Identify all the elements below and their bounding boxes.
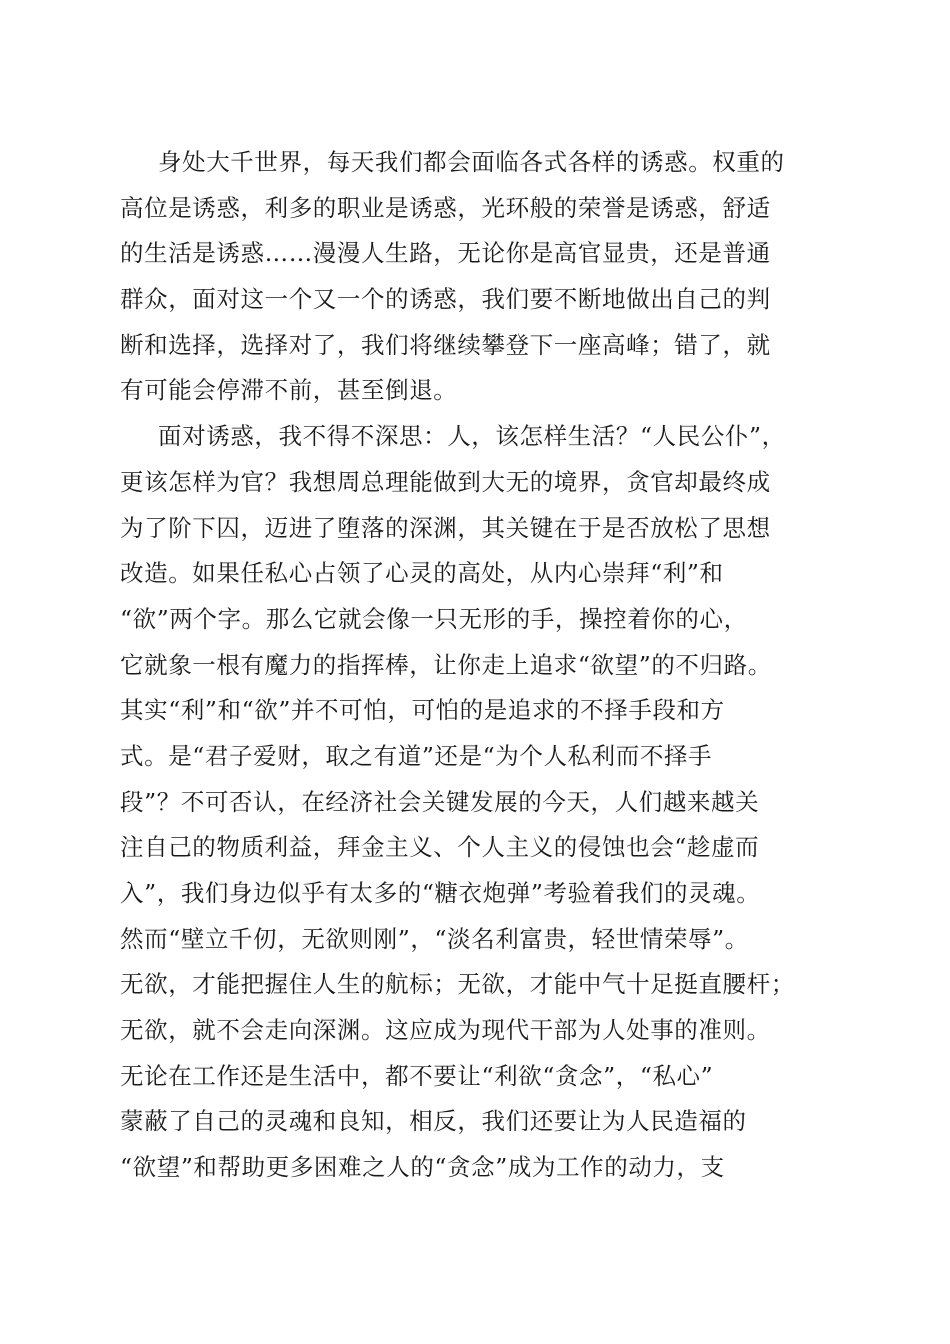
text-line: 无论在工作还是生活中，都不要让“利欲“贪念”，“私心” [120, 1061, 714, 1090]
text-line: 其实“利”和“欲”并不可怕，可怕的是追求的不择手段和方 [120, 696, 725, 725]
text-line: 身处大千世界，每天我们都会面临各式各样的诱惑。权重的 [158, 148, 785, 176]
text-line: 高位是诱惑，利多的职业是诱惑，光环般的荣誉是诱惑，舒适 [120, 193, 771, 222]
text-line: 群众，面对这一个又一个的诱惑，我们要不断地做出自己的判 [120, 285, 771, 314]
text-line: 无欲，才能把握住人生的航标；无欲，才能中气十足挺直腰杆； [120, 970, 795, 999]
text-line: 改造。如果任私心占领了心灵的高处，从内心崇拜“利”和 [120, 559, 724, 588]
text-line: 更该怎样为官？我想周总理能做到大无的境界，贪官却最终成 [120, 467, 771, 496]
text-line: 它就象一根有魔力的指挥棒，让你走上追求“欲望”的不归路。 [120, 650, 772, 679]
text-line: 无欲，就不会走向深渊。这应成为现代干部为人处事的准则。 [120, 1016, 771, 1045]
body-text [120, 140, 840, 1191]
text-line: 式。是“君子爱财，取之有道”还是“为个人私利而不择手 [120, 741, 713, 770]
text-line: 有可能会停滞不前，甚至倒退。 [120, 376, 458, 405]
text-line: 注自己的物质利益，拜金主义、个人主义的侵蚀也会“趁虚而 [120, 833, 760, 862]
text-line: “欲”两个字。那么它就会像一只无形的手，操控着你的心， [120, 604, 748, 633]
text-line: 为了阶下囚，迈进了堕落的深渊，其关键在于是否放松了思想 [120, 513, 771, 542]
text-line: “欲望”和帮助更多困难之人的“贪念”成为工作的动力，支 [120, 1153, 725, 1182]
text-line: 然而“壁立千仞，无欲则刚”，“淡名利富贵，轻世情荣辱”。 [120, 924, 749, 953]
text-line: 段”？不可否认，在经济社会关键发展的今天，人们越来越关 [120, 787, 760, 816]
paragraph-1 [120, 140, 840, 414]
text-line: 的生活是诱惑……漫漫人生路，无论你是高官显贵，还是普通 [120, 239, 771, 268]
paragraph-2 [120, 414, 840, 1191]
text-line: 入”，我们身边似乎有太多的“糖衣炮弹”考验着我们的灵魂。 [120, 879, 761, 907]
text-line: 面对诱惑，我不得不深思：人，该怎样生活？“人民公仆”， [158, 422, 786, 451]
text-line: 断和选择，选择对了，我们将继续攀登下一座高峰；错了，就 [120, 330, 771, 359]
text-line: 蒙蔽了自己的灵魂和良知，相反，我们还要让为人民造福的 [120, 1107, 747, 1136]
